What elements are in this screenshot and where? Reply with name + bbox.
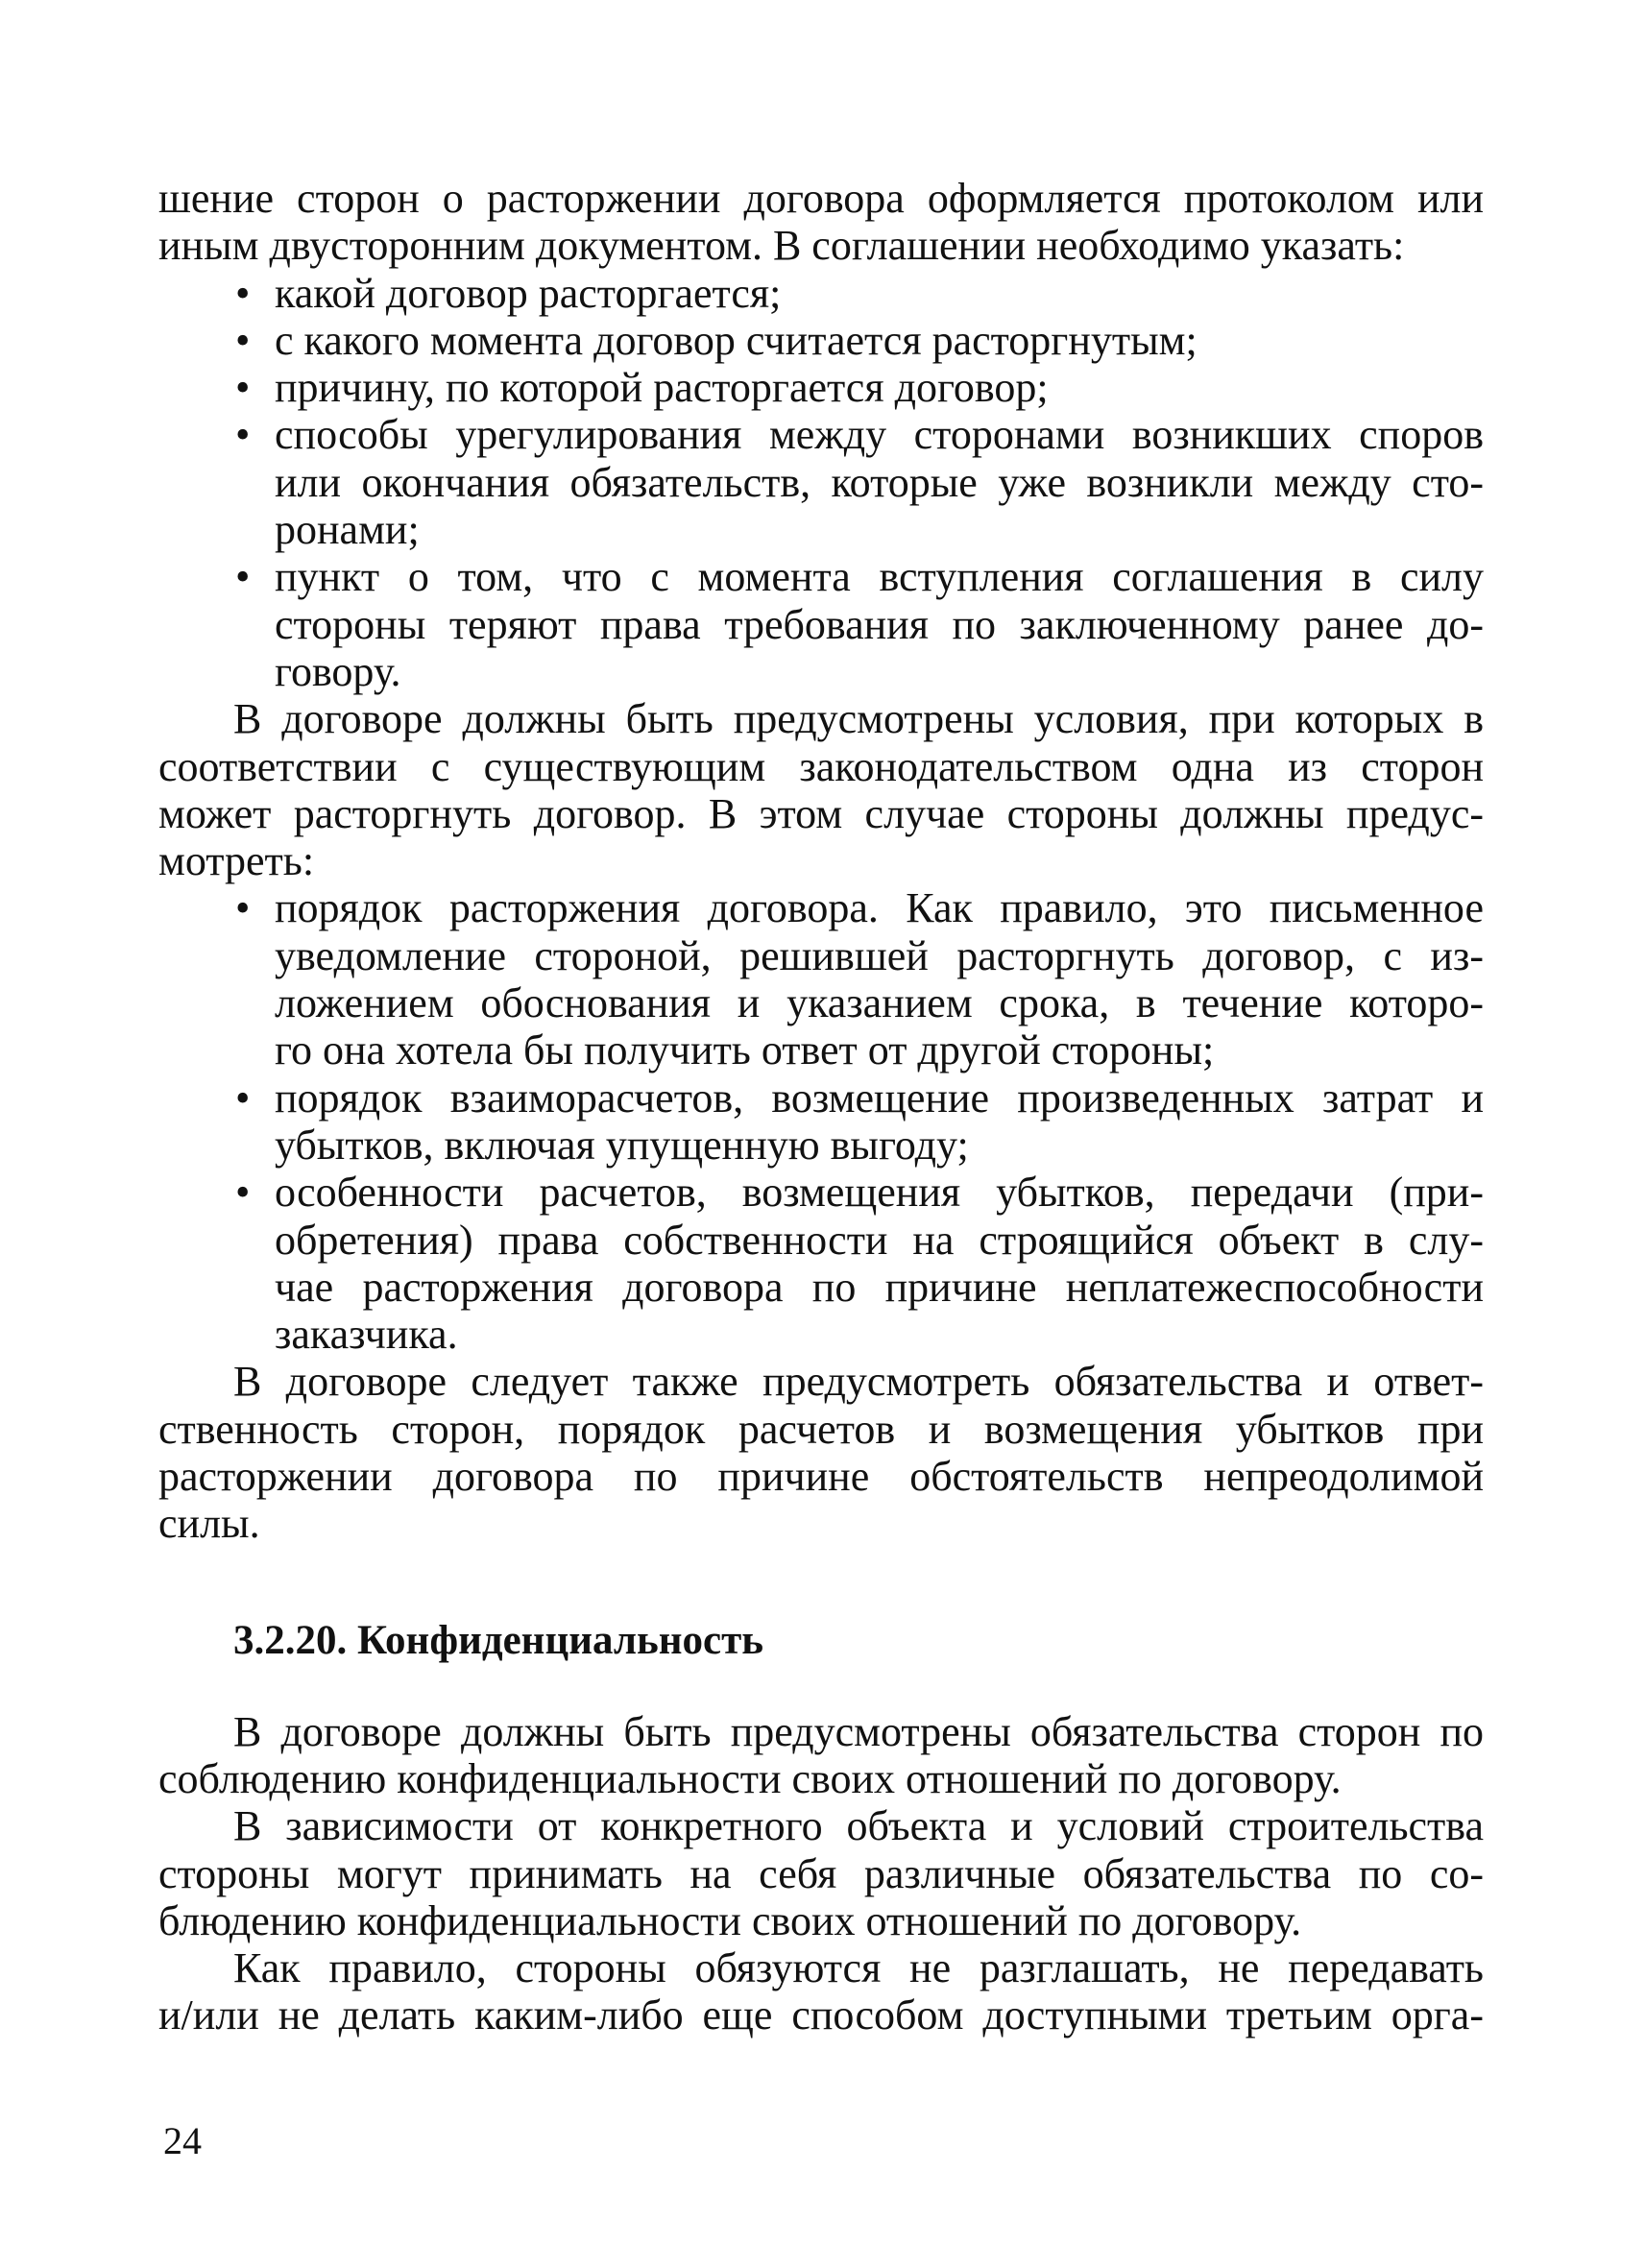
list-item-text: порядок взаиморасчетов, возмещение произведенных затрат и bbox=[275, 1074, 1484, 1122]
list-item bbox=[158, 270, 1484, 317]
paragraph-6 bbox=[158, 1944, 1484, 2039]
list-item-text: с какого момента договор считается расторгнутым; bbox=[275, 316, 1197, 364]
list-item-text: заказчика. bbox=[275, 1311, 458, 1359]
text-line: шение сторон о расторжении договора оформляется протоколом или bbox=[158, 175, 1484, 222]
list-item-text: какой договор расторгается; bbox=[275, 269, 782, 317]
text-line: Как правило, стороны обязуются не разглашать, не передавать bbox=[233, 1944, 1484, 1992]
text-line: стороны могут принимать на себя различные обязательства по со- bbox=[158, 1849, 1484, 1897]
bullet-icon: • bbox=[235, 884, 251, 932]
page-number: 24 bbox=[163, 2119, 202, 2162]
list-item-text: стороны теряют права требования по заключенному ранее до- bbox=[275, 600, 1484, 648]
list-item-text: го она хотела бы получить ответ от другой стороны; bbox=[275, 1026, 1215, 1074]
list-item-text: чае расторжения договора по причине неплатежеспособности bbox=[275, 1263, 1484, 1311]
bullet-icon: • bbox=[235, 1169, 251, 1217]
bullet-icon: • bbox=[235, 364, 251, 412]
list-item bbox=[158, 1169, 1484, 1358]
section-heading: 3.2.20. Конфиденциальность bbox=[233, 1617, 763, 1663]
text-line: В зависимости от конкретного объекта и условий строительства bbox=[233, 1802, 1484, 1850]
list-item bbox=[158, 411, 1484, 553]
list-item-text: пункт о том, что с момента вступления соглашения в силу bbox=[275, 553, 1484, 601]
text-line: ственность сторон, порядок расчетов и возмещения убытков при bbox=[158, 1405, 1484, 1453]
text-line: В договоре должны быть предусмотрены условия, при которых в bbox=[233, 695, 1484, 743]
text-line: иным двусторонним документом. В соглашении необходимо указать: bbox=[158, 222, 1405, 270]
text-line: силы. bbox=[158, 1500, 260, 1548]
text-line: В договоре следует также предусмотреть обязательства и ответ- bbox=[233, 1358, 1484, 1406]
text-line: и/или не делать каким-либо еще способом доступными третьим орга- bbox=[158, 1991, 1484, 2039]
text-line: В договоре должны быть предусмотрены обязательства сторон по bbox=[233, 1707, 1484, 1755]
paragraph-4 bbox=[158, 1708, 1484, 1803]
paragraph-5 bbox=[158, 1802, 1484, 1944]
list-item-text: говору. bbox=[275, 647, 401, 695]
text-line: соблюдению конфиденциальности своих отношений по договору. bbox=[158, 1754, 1342, 1802]
list-item bbox=[158, 553, 1484, 695]
list-item-text: порядок расторжения договора. Как правило, это письменное bbox=[275, 884, 1484, 932]
list-item-text: убытков, включая упущенную выгоду; bbox=[275, 1121, 969, 1169]
bullet-icon: • bbox=[235, 1074, 251, 1122]
text-line: может расторгнуть договор. В этом случае стороны должны предус- bbox=[158, 789, 1484, 837]
list-item-text: ложением обоснования и указанием срока, в течение которо- bbox=[275, 979, 1484, 1027]
bullet-list-1 bbox=[158, 270, 1484, 696]
list-item-text: уведомление стороной, решившей расторгнуть договор, с из- bbox=[275, 931, 1484, 979]
text-line: блюдению конфиденциальности своих отношений по договору. bbox=[158, 1896, 1302, 1944]
bullet-icon: • bbox=[235, 269, 251, 317]
list-item bbox=[158, 884, 1484, 1074]
list-item bbox=[158, 317, 1484, 364]
text-line: соответствии с существующим законодательством одна из сторон bbox=[158, 742, 1484, 790]
bullet-icon: • bbox=[235, 553, 251, 601]
list-item-text: причину, по которой расторгается договор; bbox=[275, 364, 1049, 412]
document-page bbox=[158, 175, 1484, 2039]
paragraph-3 bbox=[158, 1358, 1484, 1547]
bullet-list-2 bbox=[158, 884, 1484, 1358]
list-item bbox=[158, 364, 1484, 411]
list-item-text: особенности расчетов, возмещения убытков, передачи (при- bbox=[275, 1169, 1484, 1217]
list-item-text: способы урегулирования между сторонами возникших споров bbox=[275, 411, 1484, 459]
text-line: расторжении договора по причине обстоятельств непреодолимой bbox=[158, 1453, 1484, 1501]
list-item-text: или окончания обязательств, которые уже возникли между сто- bbox=[275, 458, 1484, 506]
list-item-text: обретения) права собственности на строящийся объект в слу- bbox=[275, 1216, 1484, 1264]
bullet-icon: • bbox=[235, 316, 251, 364]
text-line: мотреть: bbox=[158, 837, 315, 885]
bullet-icon: • bbox=[235, 411, 251, 459]
list-item bbox=[158, 1074, 1484, 1170]
paragraph-1 bbox=[158, 175, 1484, 270]
paragraph-2 bbox=[158, 695, 1484, 884]
list-item-text: ронами; bbox=[275, 506, 420, 554]
